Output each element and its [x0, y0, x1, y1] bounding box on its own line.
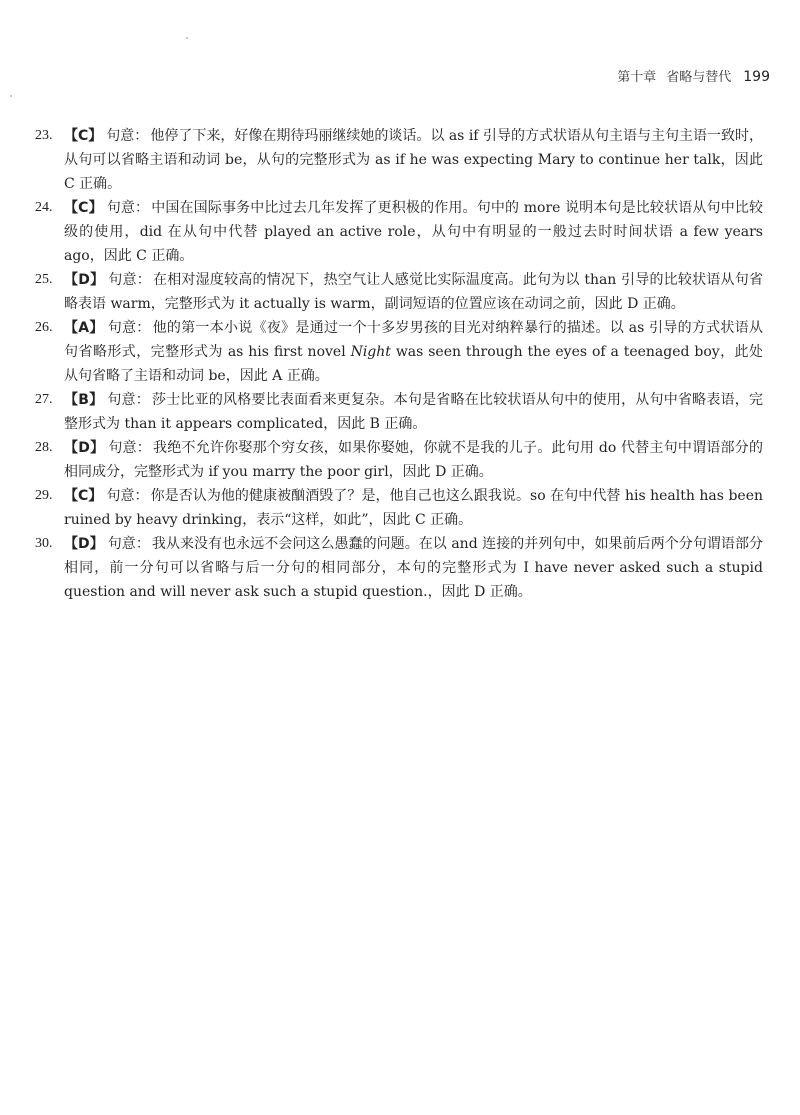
answer-explanation-after: was seen through the eyes of a teenaged boy，此处从句省略了主语和动词 be，因此 A 正确。 — [64, 344, 763, 384]
answer-label: 句意： — [108, 272, 151, 288]
answer-24 — [35, 196, 763, 268]
answer-key: 【C】 — [64, 128, 103, 144]
answer-key: 【D】 — [64, 440, 105, 456]
answer-number: 27. — [35, 392, 53, 407]
answer-body — [64, 388, 763, 436]
answer-23 — [35, 124, 763, 196]
page-number: 199 — [743, 69, 770, 85]
answer-label: 句意： — [107, 392, 150, 408]
answer-explanation: 我从来没有也永远不会问这么愚蠢的问题。在以 and 连接的并列句中，如果前后两个分句谓语部分相同，前一分句可以省略与后一分句的相同部分，本句的完整形式为 I have never asked such a stupid question and will never ask such a stupid question.，因此 D 正确。 — [64, 536, 764, 600]
answer-number: 29. — [35, 488, 53, 503]
novel-title: Night — [350, 344, 391, 360]
answer-label: 句意： — [106, 488, 149, 504]
answer-body — [64, 196, 763, 268]
answer-body — [64, 436, 763, 484]
answer-explanation: 我绝不允许你娶那个穷女孩，如果你娶她，你就不是我的儿子。此句用 do 代替主句中谓语部分的相同成分，完整形式为 if you marry the poor girl，因此 D 正确。 — [64, 440, 764, 480]
answer-explanation: 在相对湿度较高的情况下，热空气让人感觉比实际温度高。此句为以 than 引导的比较状语从句省略表语 warm，完整形式为 it actually is warm，副词短语的位置应该在动词之前，因此 D 正确。 — [64, 272, 764, 312]
answer-explanation: 莎士比亚的风格要比表面看来更复杂。本句是省略在比较状语从句中的使用，从句中省略表语，完整形式为 than it appears complicated，因此 B 正确。 — [64, 392, 764, 432]
answer-explanation: 他停了下来，好像在期待玛丽继续她的谈话。以 as if 引导的方式状语从句主语与主句主语一致时，从句可以省略主语和动词 be，从句的完整形式为 as if he was expecting Mary to continue her talk，因此 C 正确。 — [64, 128, 764, 192]
answer-key: 【C】 — [64, 488, 103, 504]
chapter-title: 省略与替代 — [666, 70, 732, 85]
answer-explanation: 中国在国际事务中比过去几年发挥了更积极的作用。句中的 more 说明本句是比较状语从句中比较级的使用，did 在从句中代替 played an active role，从句中有明显的一般过去时时间状语 a few years ago，因此 C 正确。 — [64, 200, 763, 264]
answer-27 — [35, 388, 763, 436]
answer-28 — [35, 436, 763, 484]
answer-list — [35, 124, 763, 604]
running-header — [617, 66, 770, 85]
answer-explanation-before: 他的第一本小说《夜》是通过一个十多岁男孩的目光对纳粹暴行的描述。以 as 引导的方式状语从句省略形式，完整形式为 as his first novel — [64, 320, 763, 360]
answer-25 — [35, 268, 763, 316]
answer-body — [64, 532, 763, 604]
answer-label: 句意： — [106, 200, 150, 216]
answer-key: 【D】 — [64, 272, 105, 288]
scan-mark-left — [10, 95, 12, 97]
answer-number: 25. — [35, 272, 53, 287]
answer-number: 24. — [35, 200, 53, 215]
answer-key: 【C】 — [64, 200, 103, 216]
answer-body — [64, 124, 763, 196]
answer-29 — [35, 484, 763, 532]
answer-body — [64, 316, 763, 388]
answer-explanation: 你是否认为他的健康被酗酒毁了？是，他自己也这么跟我说。so 在句中代替 his health has been ruined by heavy drinking，表示“这样，如此”，因此 C 正确。 — [64, 488, 764, 528]
answer-label: 句意： — [107, 320, 151, 336]
scan-mark-top — [186, 37, 188, 39]
answer-body — [64, 268, 763, 316]
answer-26 — [35, 316, 763, 388]
answer-key: 【B】 — [64, 392, 104, 408]
answer-30 — [35, 532, 763, 604]
answer-key: 【D】 — [64, 536, 104, 552]
answer-key: 【A】 — [64, 320, 104, 336]
answer-number: 30. — [35, 536, 53, 551]
answer-number: 23. — [35, 128, 53, 143]
answer-body — [64, 484, 763, 532]
answer-number: 28. — [35, 440, 53, 455]
answer-label: 句意： — [107, 536, 150, 552]
chapter-label: 第十章 — [617, 70, 657, 85]
answer-label: 句意： — [108, 440, 152, 456]
answer-number: 26. — [35, 320, 53, 335]
answer-label: 句意： — [106, 128, 149, 144]
